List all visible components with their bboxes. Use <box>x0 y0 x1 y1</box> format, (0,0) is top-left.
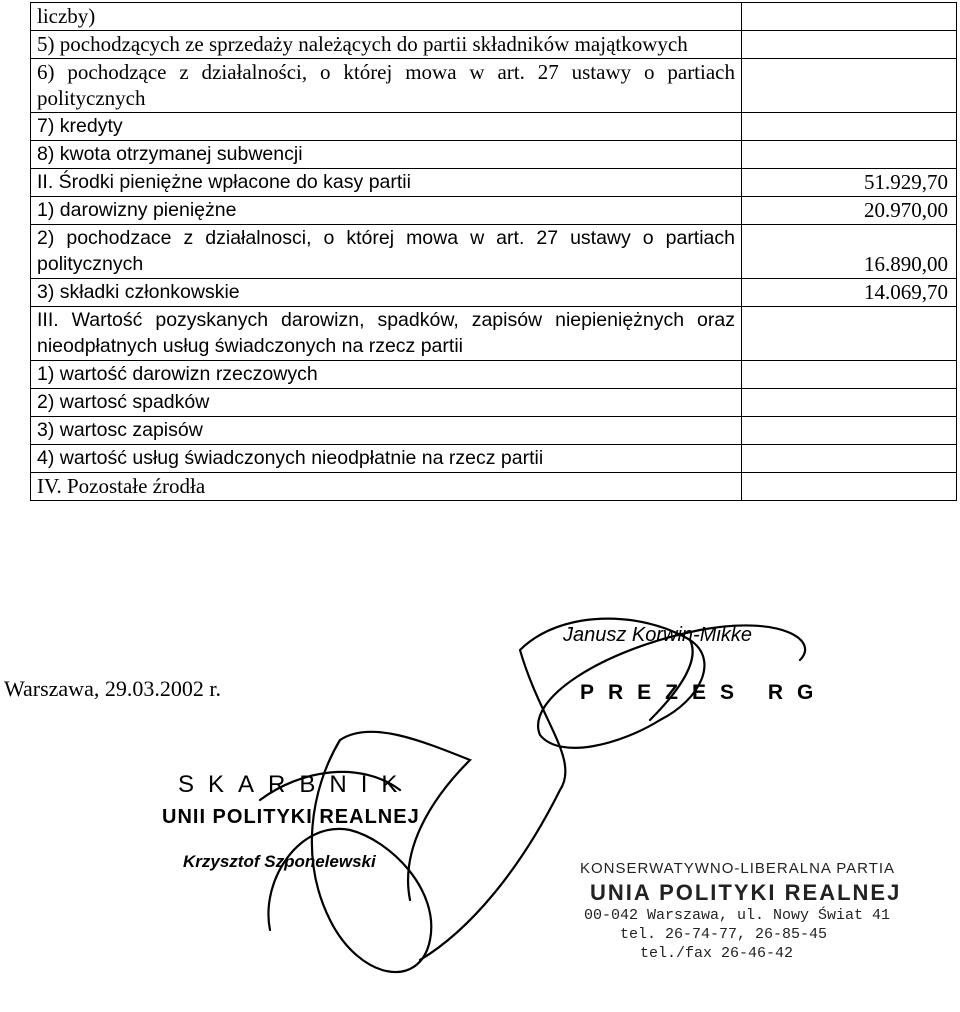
table-row <box>31 225 957 279</box>
party-stamp-line1: KONSERWATYWNO-LIBERALNA PARTIA <box>580 860 896 877</box>
president-role-stamp: PREZES RG <box>580 681 828 704</box>
table-row <box>31 113 957 141</box>
row-amount: 16.890,00 <box>742 225 957 279</box>
party-stamp-line3: 00-042 Warszawa, ul. Nowy Świat 41 <box>584 907 891 924</box>
row-amount: 51.929,70 <box>742 169 957 197</box>
treasurer-stamp-title: SKARBNIK <box>178 771 412 798</box>
table-row <box>31 417 957 445</box>
table-row <box>31 141 957 169</box>
row-description: liczby) <box>31 3 742 31</box>
row-amount <box>742 113 957 141</box>
party-stamp-line2: UNIA POLITYKI REALNEJ <box>590 880 902 905</box>
table-row <box>31 445 957 473</box>
row-description: 7) kredyty <box>31 113 742 141</box>
row-description: 4) wartość usług świadczonych nieodpłatnie na rzecz partii <box>31 445 742 473</box>
row-description: 1) darowizny pieniężne <box>31 197 742 225</box>
party-stamp-line5: tel./fax 26-46-42 <box>640 945 794 962</box>
president-name-stamp: Janusz Korwin-Mikke <box>563 624 752 646</box>
row-description: 3) składki członkowskie <box>31 279 742 307</box>
row-amount <box>742 307 957 361</box>
financial-report-table <box>30 2 957 501</box>
row-amount <box>742 31 957 59</box>
table-row <box>31 59 957 113</box>
table-row <box>31 307 957 361</box>
row-description: 5) pochodzących ze sprzedaży należących do partii składników majątkowych <box>31 31 742 59</box>
row-amount <box>742 473 957 501</box>
table-row <box>31 279 957 307</box>
table-row <box>31 31 957 59</box>
row-amount <box>742 361 957 389</box>
table-row <box>31 169 957 197</box>
row-amount: 14.069,70 <box>742 279 957 307</box>
row-amount <box>742 417 957 445</box>
row-amount <box>742 59 957 113</box>
row-description: 1) wartość darowizn rzeczowych <box>31 361 742 389</box>
row-amount <box>742 445 957 473</box>
treasurer-stamp-name: Krzysztof Szponelewski <box>183 852 376 871</box>
row-description: 3) wartosc zapisów <box>31 417 742 445</box>
row-description: 8) kwota otrzymanej subwencji <box>31 141 742 169</box>
row-amount: 20.970,00 <box>742 197 957 225</box>
row-description: 6) pochodzące z działalności, o której mowa w art. 27 ustawy o partiach politycznych <box>31 59 742 113</box>
party-stamp-line4: tel. 26-74-77, 26-85-45 <box>620 926 828 943</box>
table-row <box>31 3 957 31</box>
row-description: 2) pochodzace z działalnosci, o której mowa w art. 27 ustawy o partiach politycznych <box>31 225 742 279</box>
table-row <box>31 473 957 501</box>
row-description: II. Środki pieniężne wpłacone do kasy partii <box>31 169 742 197</box>
table-row <box>31 361 957 389</box>
row-description: IV. Pozostałe źrodła <box>31 473 742 501</box>
row-amount <box>742 141 957 169</box>
document-date: Warszawa, 29.03.2002 r. <box>4 676 221 701</box>
table-row <box>31 389 957 417</box>
row-amount <box>742 389 957 417</box>
table-row <box>31 197 957 225</box>
row-amount <box>742 3 957 31</box>
treasurer-stamp-org: UNII POLITYKI REALNEJ <box>162 806 420 828</box>
row-description: 2) wartosć spadków <box>31 389 742 417</box>
row-description: III. Wartość pozyskanych darowizn, spadków, zapisów niepieniężnych oraz nieodpłatnych usług świadczonych na rzecz partii <box>31 307 742 361</box>
